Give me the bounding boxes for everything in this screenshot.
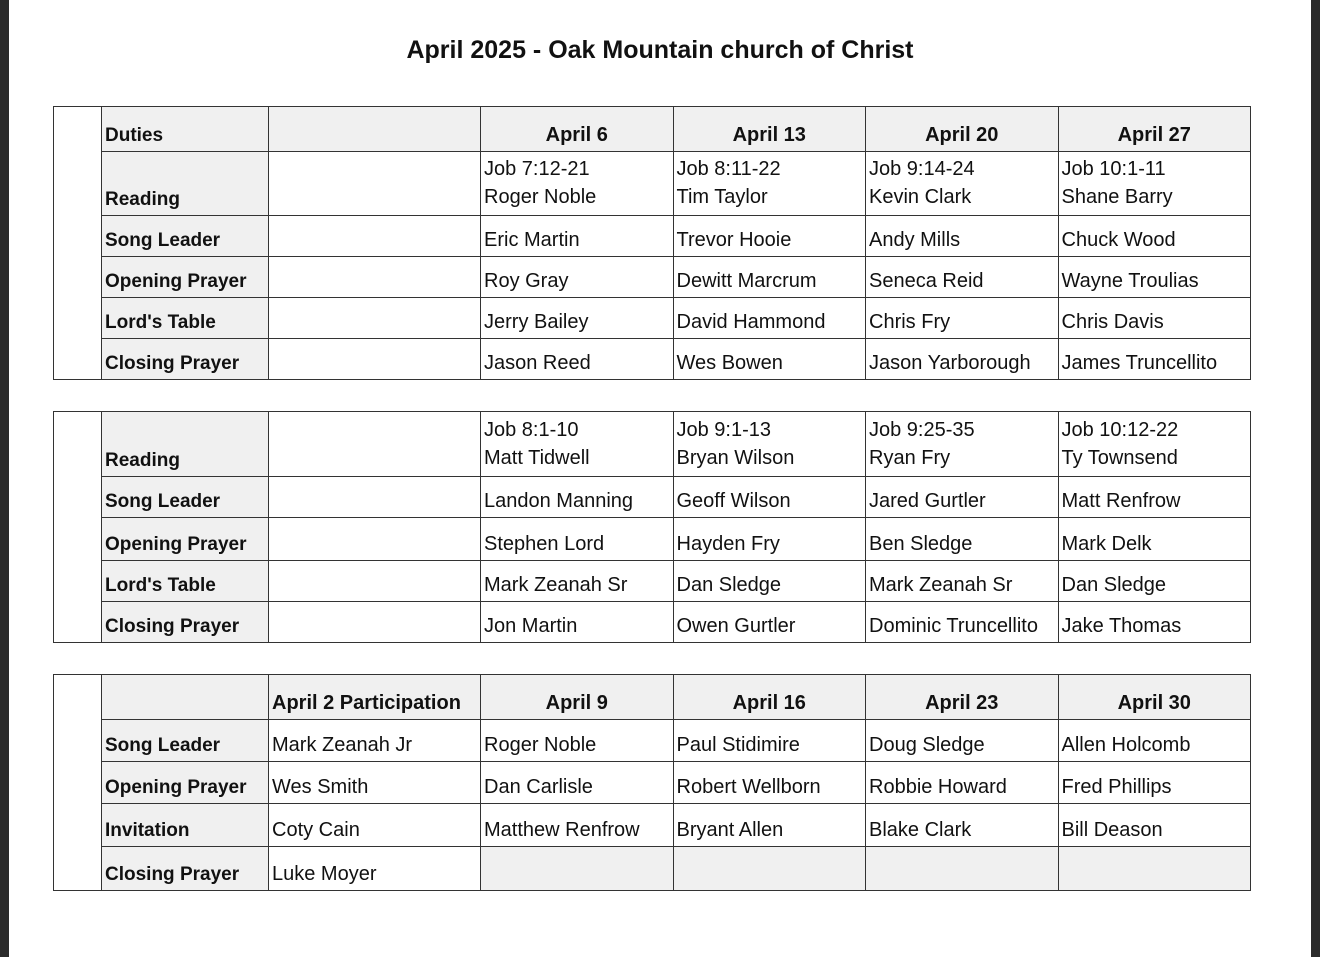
reader-name: Bryan Wilson xyxy=(676,447,795,469)
reading-cell xyxy=(1058,412,1251,477)
name-cell: Bryant Allen xyxy=(673,804,866,847)
blank-cell xyxy=(269,518,481,561)
duty-label: Song Leader xyxy=(102,720,269,762)
reading-passage: Job 8:11-22 xyxy=(676,158,781,180)
reading-cell xyxy=(1058,152,1251,216)
name-cell: Roy Gray xyxy=(481,257,674,298)
name-cell: Dominic Truncellito xyxy=(866,602,1059,643)
name-cell: Paul Stidimire xyxy=(673,720,866,762)
name-cell: Dewitt Marcrum xyxy=(673,257,866,298)
name-cell: Dan Carlisle xyxy=(481,762,674,804)
duty-label: Lord's Table xyxy=(102,561,269,602)
reading-passage: Job 10:12-22 xyxy=(1061,419,1179,441)
name-cell: Eric Martin xyxy=(481,216,674,257)
duty-label: Song Leader xyxy=(102,216,269,257)
reading-passage: Job 9:14-24 xyxy=(869,158,975,180)
name-cell: Fred Phillips xyxy=(1058,762,1251,804)
section-label-cell xyxy=(54,412,102,643)
participation-cell: Coty Cain xyxy=(269,804,481,847)
name-cell: Mark Delk xyxy=(1058,518,1251,561)
duty-label: Reading xyxy=(102,412,269,477)
participation-cell: Luke Moyer xyxy=(269,847,481,891)
reading-cell xyxy=(673,412,866,477)
reading-passage: Job 8:1-10 xyxy=(484,419,579,441)
name-cell: Roger Noble xyxy=(481,720,674,762)
participation-cell: Mark Zeanah Jr xyxy=(269,720,481,762)
date-header: April 23 xyxy=(866,675,1059,720)
name-cell: Bill Deason xyxy=(1058,804,1251,847)
duties-header: Duties xyxy=(102,107,269,152)
blank-header xyxy=(102,675,269,720)
reading-cell xyxy=(866,412,1059,477)
blank-cell xyxy=(269,477,481,518)
window-edge-right xyxy=(1311,0,1320,957)
name-cell: Seneca Reid xyxy=(866,257,1059,298)
name-cell: Ben Sledge xyxy=(866,518,1059,561)
name-cell: Jake Thomas xyxy=(1058,602,1251,643)
name-cell: Robbie Howard xyxy=(866,762,1059,804)
name-cell: Wayne Troulias xyxy=(1058,257,1251,298)
section-label-cell xyxy=(54,107,102,380)
date-header: April 16 xyxy=(673,675,866,720)
name-cell: Hayden Fry xyxy=(673,518,866,561)
name-cell: Trevor Hooie xyxy=(673,216,866,257)
reading-passage: Job 10:1-11 xyxy=(1061,158,1166,180)
name-cell: Jerry Bailey xyxy=(481,298,674,339)
name-cell: Wes Bowen xyxy=(673,339,866,380)
date-header: April 27 xyxy=(1058,107,1251,152)
blank-cell xyxy=(269,298,481,339)
reading-passage: Job 9:25-35 xyxy=(869,419,975,441)
duty-label: Closing Prayer xyxy=(102,602,269,643)
empty-cell xyxy=(1058,847,1251,891)
name-cell: Allen Holcomb xyxy=(1058,720,1251,762)
name-cell: Owen Gurtler xyxy=(673,602,866,643)
name-cell: Stephen Lord xyxy=(481,518,674,561)
blank-cell xyxy=(269,216,481,257)
name-cell: Dan Sledge xyxy=(1058,561,1251,602)
name-cell: Jon Martin xyxy=(481,602,674,643)
reader-name: Kevin Clark xyxy=(869,186,972,208)
reader-name: Ryan Fry xyxy=(869,447,951,469)
reading-cell xyxy=(673,152,866,216)
name-cell: Jason Yarborough xyxy=(866,339,1059,380)
reading-cell xyxy=(481,412,674,477)
duty-label: Closing Prayer xyxy=(102,847,269,891)
sunday-pm-table xyxy=(53,411,1251,643)
name-cell: James Truncellito xyxy=(1058,339,1251,380)
empty-cell xyxy=(673,847,866,891)
name-cell: Landon Manning xyxy=(481,477,674,518)
blank-cell xyxy=(269,257,481,298)
name-cell: Doug Sledge xyxy=(866,720,1059,762)
reader-name: Roger Noble xyxy=(484,186,597,208)
name-cell: Blake Clark xyxy=(866,804,1059,847)
reader-name: Shane Barry xyxy=(1061,186,1173,208)
name-cell: Jared Gurtler xyxy=(866,477,1059,518)
name-cell: Mark Zeanah Sr xyxy=(481,561,674,602)
empty-cell xyxy=(481,847,674,891)
blank-cell xyxy=(269,339,481,380)
section-label-cell xyxy=(54,675,102,891)
reading-passage: Job 9:1-13 xyxy=(676,419,772,441)
reading-passage: Job 7:12-21 xyxy=(484,158,590,180)
blank-cell xyxy=(269,152,481,216)
name-cell: Matthew Renfrow xyxy=(481,804,674,847)
empty-cell xyxy=(866,847,1059,891)
participation-header: April 2 Participation xyxy=(269,675,481,720)
window-edge-left xyxy=(0,0,9,957)
duty-label: Opening Prayer xyxy=(102,257,269,298)
duty-label: Closing Prayer xyxy=(102,339,269,380)
duty-label: Invitation xyxy=(102,804,269,847)
name-cell: Matt Renfrow xyxy=(1058,477,1251,518)
duty-label: Reading xyxy=(102,152,269,216)
date-header: April 9 xyxy=(481,675,674,720)
reader-name: Tim Taylor xyxy=(676,186,768,208)
name-cell: Chuck Wood xyxy=(1058,216,1251,257)
duty-label: Song Leader xyxy=(102,477,269,518)
name-cell: Chris Fry xyxy=(866,298,1059,339)
duty-label: Opening Prayer xyxy=(102,762,269,804)
name-cell: Dan Sledge xyxy=(673,561,866,602)
name-cell: Robert Wellborn xyxy=(673,762,866,804)
name-cell: Mark Zeanah Sr xyxy=(866,561,1059,602)
blank-header xyxy=(269,107,481,152)
wednesday-table xyxy=(53,674,1251,891)
date-header: April 6 xyxy=(481,107,674,152)
blank-cell xyxy=(269,602,481,643)
name-cell: David Hammond xyxy=(673,298,866,339)
reader-name: Matt Tidwell xyxy=(484,447,590,469)
sunday-am-table xyxy=(53,106,1251,380)
reader-name: Ty Townsend xyxy=(1061,447,1178,469)
date-header: April 13 xyxy=(673,107,866,152)
participation-cell: Wes Smith xyxy=(269,762,481,804)
blank-cell xyxy=(269,561,481,602)
date-header: April 30 xyxy=(1058,675,1251,720)
reading-cell xyxy=(866,152,1059,216)
name-cell: Chris Davis xyxy=(1058,298,1251,339)
name-cell: Andy Mills xyxy=(866,216,1059,257)
duty-label: Lord's Table xyxy=(102,298,269,339)
name-cell: Jason Reed xyxy=(481,339,674,380)
blank-cell xyxy=(269,412,481,477)
page-title: April 2025 - Oak Mountain church of Christ xyxy=(406,36,914,64)
duty-label: Opening Prayer xyxy=(102,518,269,561)
date-header: April 20 xyxy=(866,107,1059,152)
reading-cell xyxy=(481,152,674,216)
name-cell: Geoff Wilson xyxy=(673,477,866,518)
